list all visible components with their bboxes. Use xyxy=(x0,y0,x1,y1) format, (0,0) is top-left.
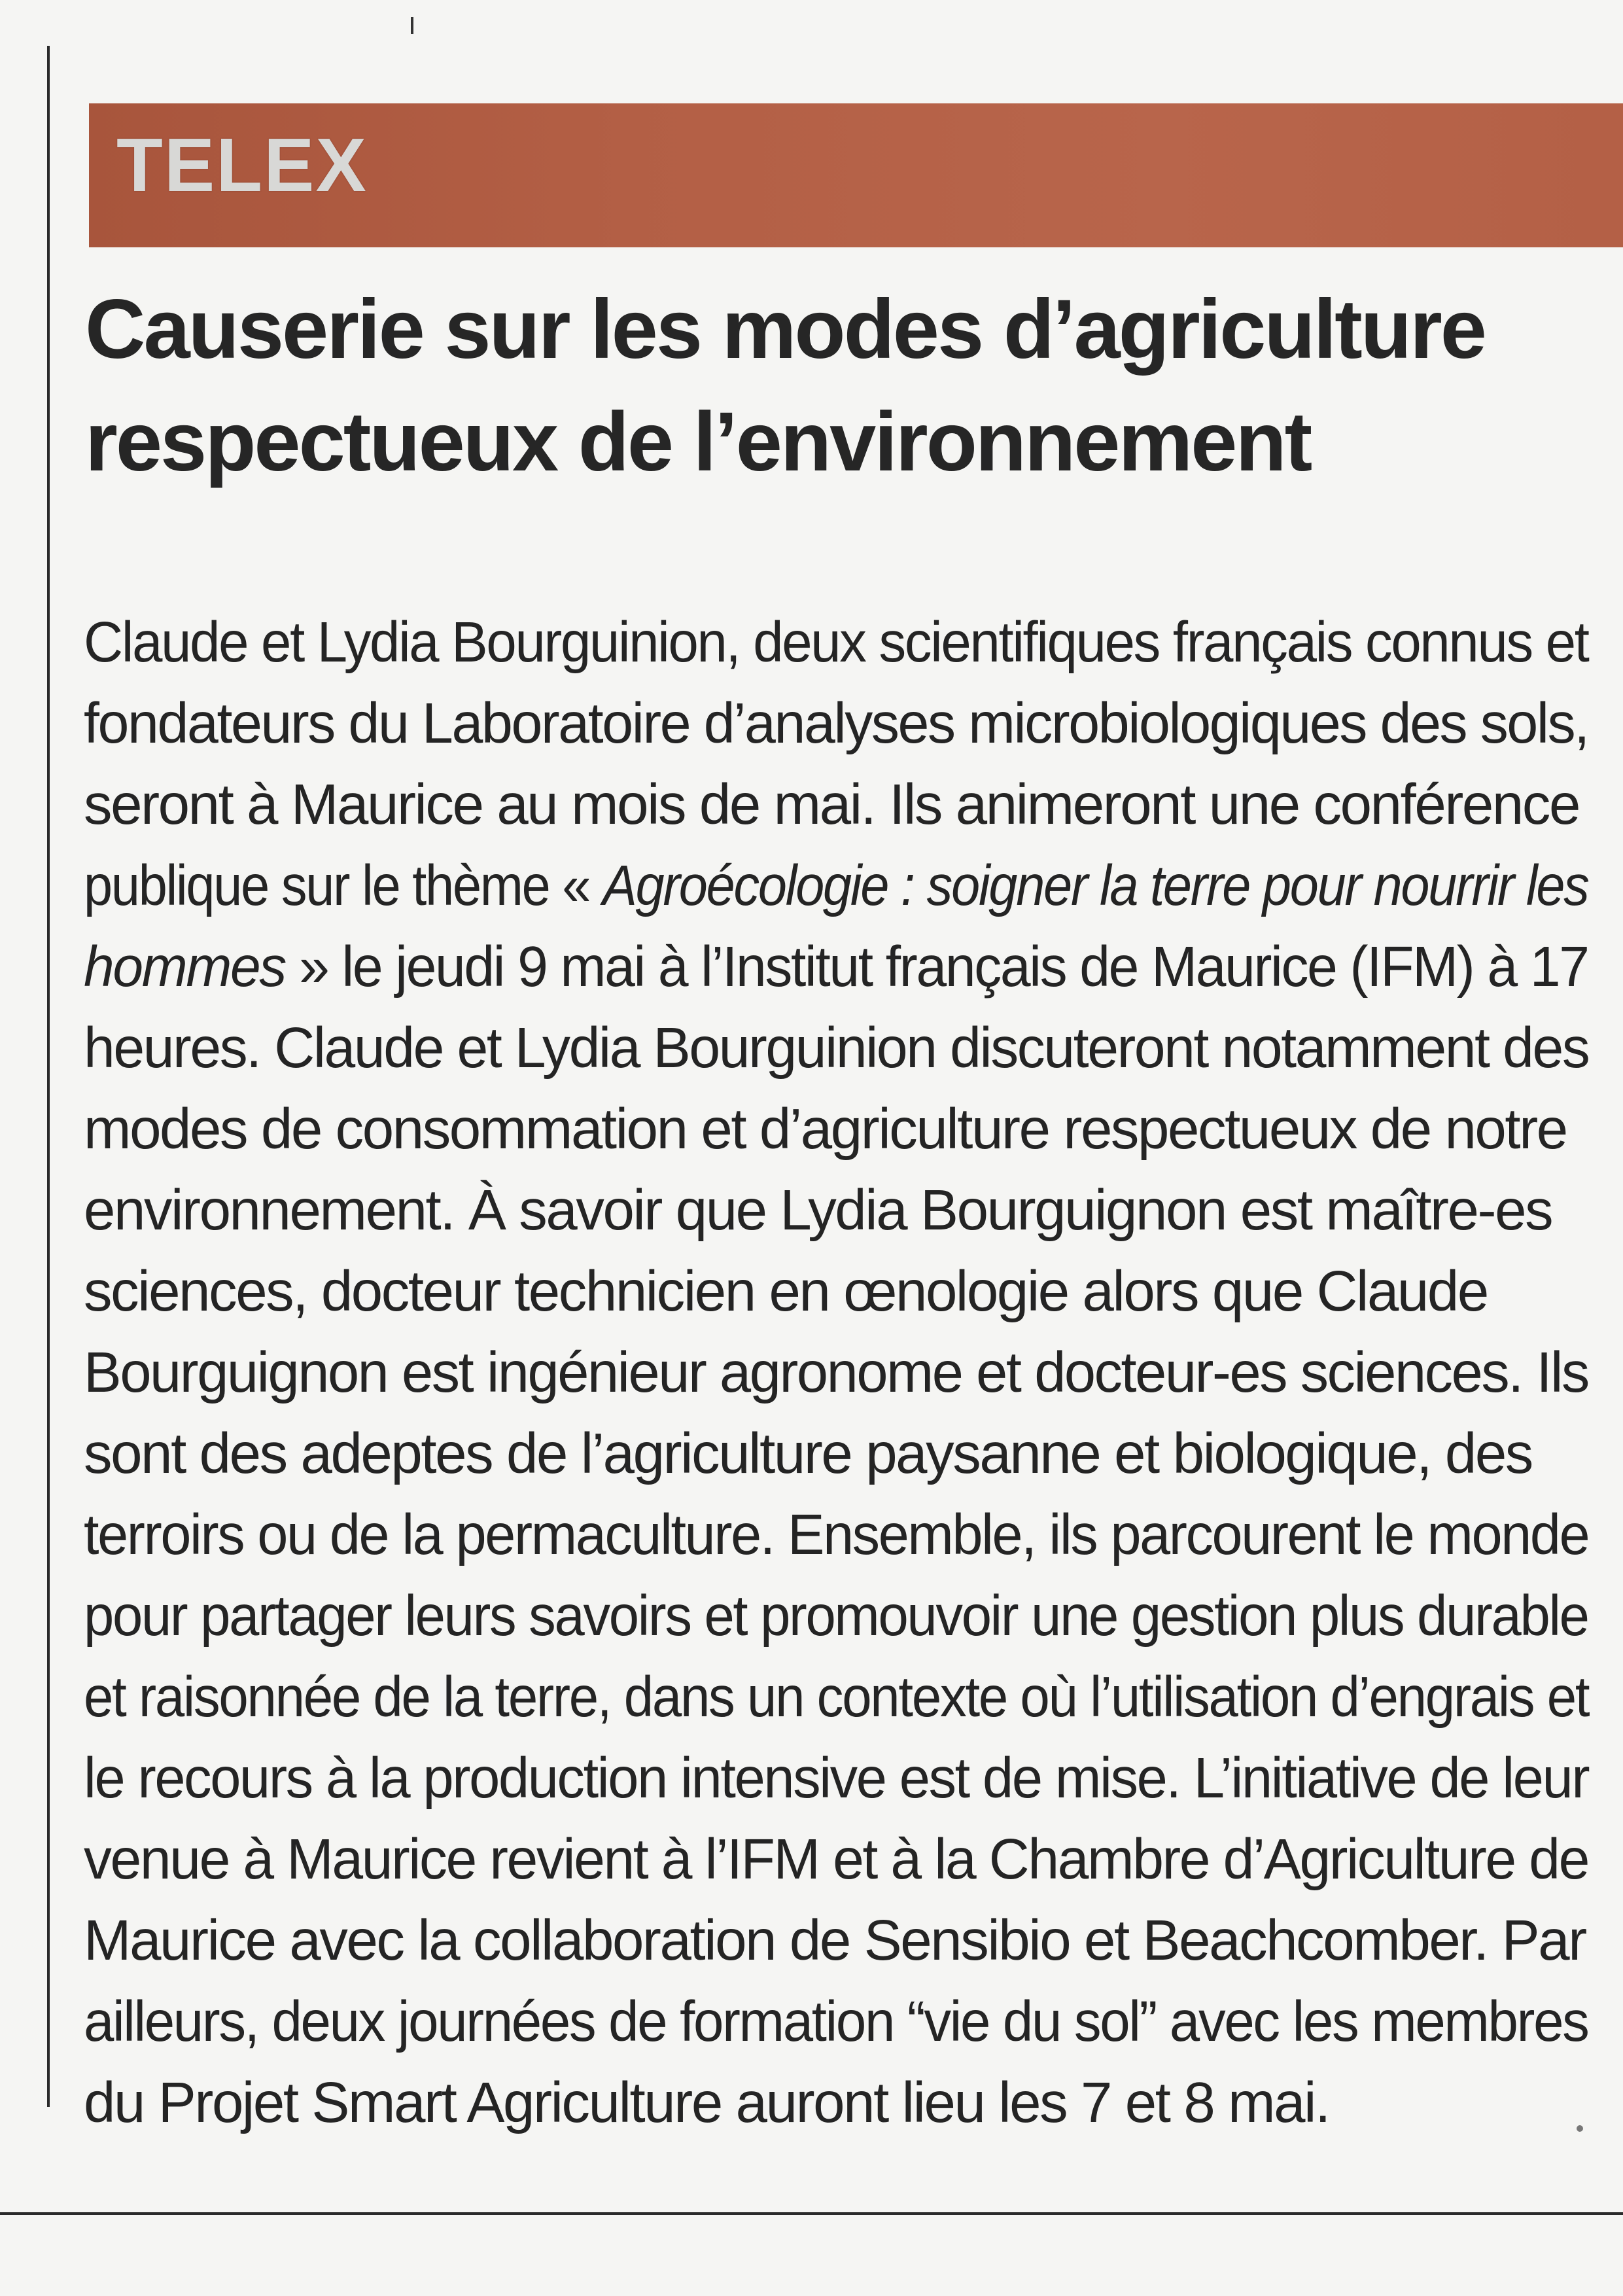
body-line: modes de consommation et d’agriculture respectueux de notre xyxy=(84,1097,1567,1161)
bottom-rule xyxy=(0,2212,1623,2215)
body-line: terroirs ou de la permaculture. Ensemble, ils parcourent le monde xyxy=(84,1503,1589,1566)
body-line: le recours à la production intensive est de mise. L’initiative de leur xyxy=(84,1746,1589,1810)
body-line: Maurice avec la collaboration de Sensibio et Beachcomber. Par xyxy=(84,1909,1586,1972)
body-line: du Projet Smart Agriculture auront lieu les 7 et 8 mai. xyxy=(84,2071,1329,2134)
body-line: sont des adeptes de l’agriculture paysanne et biologique, des xyxy=(84,1422,1532,1485)
conference-title: Agroécologie : soigner la terre pour nourrir les xyxy=(602,854,1588,917)
section-label: TELEX xyxy=(116,122,368,207)
article-body xyxy=(84,602,1588,2144)
headline-line: Causerie sur les modes d’agriculture xyxy=(85,283,1485,376)
body-line: environnement. À savoir que Lydia Bourguignon est maître-es xyxy=(84,1178,1552,1242)
body-text-fragment: publique sur le thème « xyxy=(84,854,603,917)
top-tick-mark xyxy=(411,17,413,34)
body-line: et raisonnée de la terre, dans un contexte où l’utilisation d’engrais et xyxy=(84,1665,1589,1729)
body-line: seront à Maurice au mois de mai. Ils animeront une conférence xyxy=(84,773,1579,836)
body-line-with-quote-start xyxy=(84,845,1588,927)
body-line: Bourguignon est ingénieur agronome et docteur-es sciences. Ils xyxy=(84,1341,1588,1404)
body-line: fondateurs du Laboratoire d’analyses microbiologiques des sols, xyxy=(84,692,1588,755)
column-rule xyxy=(47,46,50,2107)
body-line: pour partager leurs savoirs et promouvoir une gestion plus durable xyxy=(84,1584,1588,1648)
article-headline xyxy=(85,274,1590,499)
body-line: venue à Maurice revient à l’IFM et à la Chambre d’Agriculture de xyxy=(84,1828,1588,1891)
body-line-with-quote-end xyxy=(84,927,1588,1008)
paper-speck xyxy=(1577,2125,1583,2132)
body-line: ailleurs, deux journées de formation “vie du sol” avec les membres xyxy=(84,1990,1588,2053)
body-line: sciences, docteur technicien en œnologie alors que Claude xyxy=(84,1260,1488,1323)
body-text-fragment: » le jeudi 9 mai à l’Institut français de Maurice (IFM) à 17 xyxy=(285,935,1588,998)
body-line: Claude et Lydia Bourguinion, deux scientifiques français connus et xyxy=(84,610,1588,674)
headline-line: respectueux de l’environnement xyxy=(85,395,1311,489)
body-line: heures. Claude et Lydia Bourguinion discuteront notamment des xyxy=(84,1016,1589,1080)
conference-title-end: hommes xyxy=(84,935,286,998)
